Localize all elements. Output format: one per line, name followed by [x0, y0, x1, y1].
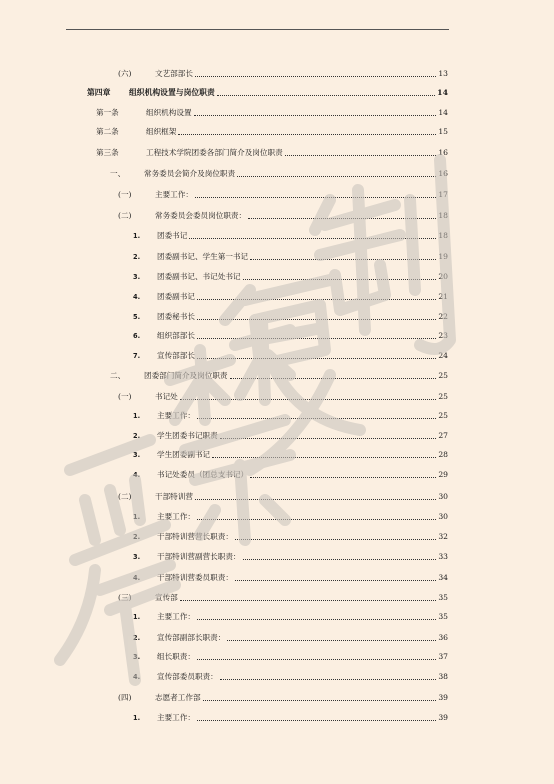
toc-entry[interactable] [133, 448, 448, 460]
toc-entry[interactable] [133, 229, 448, 241]
toc-entry-page-number: 14 [438, 108, 448, 117]
toc-entry[interactable] [133, 429, 448, 441]
toc-entry-page-number: 34 [438, 573, 448, 582]
toc-entry-number: 7. [133, 352, 141, 360]
toc-entry-number: 二、 [110, 371, 126, 380]
toc-leader-dots [197, 619, 436, 620]
toc-entry-number: 第三条 [96, 148, 119, 157]
toc-entry-page-number: 37 [438, 652, 448, 661]
toc-entry[interactable] [118, 691, 448, 703]
toc-entry-page-number: 14 [437, 88, 448, 97]
toc-leader-dots [217, 95, 435, 96]
toc-entry[interactable] [110, 369, 448, 381]
toc-entry-page-number: 25 [438, 371, 448, 380]
toc-entry-number: 1. [133, 714, 141, 722]
toc-entry-page-number: 18 [438, 211, 448, 220]
toc-entry-title: 学生团委书记职责 [157, 431, 218, 440]
toc-entry-number: 第二条 [96, 127, 119, 136]
toc-entry-page-number: 39 [438, 713, 448, 722]
toc-entry-page-number: 22 [438, 312, 448, 321]
toc-entry-number: 5. [133, 313, 141, 321]
toc-entry-page-number: 15 [438, 127, 448, 136]
toc-entry-title: 组织机构设置与岗位职责 [129, 88, 215, 97]
toc-entry[interactable] [118, 209, 448, 221]
toc-entry-page-number: 36 [438, 633, 448, 642]
toc-entry-number: 3. [133, 653, 141, 661]
toc-entry-page-number: 16 [438, 148, 448, 157]
toc-entry[interactable] [110, 167, 448, 179]
toc-leader-dots [197, 659, 436, 660]
toc-entry[interactable] [118, 490, 448, 502]
toc-entry-title: 组织机构设置 [146, 108, 192, 117]
toc-entry-title: 组长职责： [157, 652, 195, 661]
toc-entry-number: 3. [133, 273, 141, 281]
toc-entry-number: 4. [133, 293, 141, 301]
toc-leader-dots [180, 600, 437, 601]
toc-entry-number: 6. [133, 332, 141, 340]
toc-entry-title: 主要工作： [155, 190, 193, 199]
toc-entry-title: 学生团委副书记 [157, 450, 211, 459]
toc-leader-dots [243, 559, 437, 560]
toc-entry-number: 2. [133, 253, 141, 261]
toc-entry[interactable] [133, 510, 448, 522]
toc-entry-number: (一) [118, 190, 132, 199]
toc-leader-dots [235, 580, 436, 581]
toc-entry-number: 1. [133, 613, 141, 621]
toc-entry-title: 团委书记 [157, 231, 188, 240]
toc-entry-page-number: 17 [438, 190, 448, 199]
toc-entry[interactable] [133, 329, 448, 341]
toc-entry-title: 干部特训营 [155, 492, 193, 501]
header-rule [66, 29, 449, 30]
toc-entry-title: 主要工作： [157, 512, 195, 521]
toc-leader-dots [250, 477, 436, 478]
toc-entry-page-number: 27 [438, 431, 448, 440]
toc-entry-number: 2. [133, 533, 141, 541]
toc-entry-page-number: 13 [438, 69, 448, 78]
toc-entry-page-number: 28 [438, 450, 448, 459]
toc-entry-number: 1. [133, 412, 141, 420]
toc-entry-page-number: 30 [438, 512, 448, 521]
toc-entry[interactable] [133, 571, 448, 583]
toc-entry[interactable] [133, 530, 448, 542]
toc-leader-dots [237, 176, 436, 177]
toc-leader-dots [178, 134, 436, 135]
toc-entry-title: 宣传部副部长职责： [157, 633, 226, 642]
toc-entry-number: 第四章 [87, 88, 111, 97]
toc-entry-title: 志愿者工作部 [155, 693, 201, 702]
toc-leader-dots [230, 378, 437, 379]
toc-entry-number: 4. [133, 471, 141, 479]
toc-entry-title: 宣传部部长 [157, 351, 195, 360]
toc-entry-title: 组织部部长 [157, 331, 195, 340]
toc-entry-page-number: 24 [438, 351, 448, 360]
toc-entry-number: 4. [133, 574, 141, 582]
toc-entry-page-number: 29 [438, 470, 448, 479]
toc-entry-page-number: 32 [438, 532, 448, 541]
toc-entry-page-number: 35 [438, 612, 448, 621]
toc-entry-number: (一) [118, 392, 132, 401]
toc-entry-number: 1. [133, 232, 141, 240]
toc-entry-number: 3. [133, 553, 141, 561]
toc-entry-title: 工程技术学院团委各部门简介及岗位职责 [146, 148, 283, 157]
toc-leader-dots [195, 499, 436, 500]
toc-entry-title: 组织框架 [146, 127, 177, 136]
toc-entry-page-number: 23 [438, 331, 448, 340]
toc-entry-number: 一、 [110, 169, 126, 178]
toc-leader-dots [197, 720, 436, 721]
toc-entry-page-number: 38 [438, 672, 448, 681]
toc-entry-number: 2. [133, 432, 141, 440]
toc-leader-dots [180, 399, 437, 400]
toc-leader-dots [212, 457, 436, 458]
toc-entry-title: 干部特训营营长职责： [157, 532, 233, 541]
toc-entry-page-number: 19 [438, 252, 448, 261]
toc-entry[interactable] [96, 106, 448, 118]
toc-leader-dots [250, 259, 436, 260]
toc-entry-title: 主要工作： [157, 612, 195, 621]
toc-entry-number: 1. [133, 513, 141, 521]
toc-entry-number: (六) [118, 69, 132, 78]
toc-entry-title: 主要工作： [157, 713, 195, 722]
toc-leader-dots [197, 358, 436, 359]
toc-entry-title: 团委副书记 [157, 292, 195, 301]
toc-entry[interactable] [133, 610, 448, 622]
toc-leader-dots [285, 155, 437, 156]
toc-entry[interactable] [118, 67, 448, 79]
toc-entry[interactable] [133, 550, 448, 562]
toc-entry-title: 书记处 [155, 392, 178, 401]
toc-entry[interactable] [133, 409, 448, 421]
toc-entry-number: (四) [118, 693, 132, 702]
toc-entry-page-number: 39 [438, 693, 448, 702]
toc-entry-page-number: 25 [438, 392, 448, 401]
toc-entry-page-number: 30 [438, 492, 448, 501]
toc-entry[interactable] [118, 591, 448, 603]
toc-entry-number: 2. [133, 634, 141, 642]
toc-entry-title: 常务委员会简介及岗位职责 [144, 169, 236, 178]
toc-entry-number: (二) [118, 492, 132, 501]
toc-leader-dots [197, 519, 436, 520]
toc-entry-page-number: 25 [438, 411, 448, 420]
toc-entry[interactable] [133, 290, 448, 302]
toc-entry[interactable] [87, 86, 448, 98]
toc-entry-title: 宣传部委员职责： [157, 672, 218, 681]
toc-leader-dots [194, 115, 437, 116]
toc-entry[interactable] [118, 390, 448, 402]
toc-entry-title: 常务委员会委员岗位职责： [155, 211, 247, 220]
toc-entry[interactable] [133, 670, 448, 682]
toc-leader-dots [227, 640, 436, 641]
toc-leader-dots [195, 76, 436, 77]
toc-leader-dots [220, 438, 437, 439]
toc-entry[interactable] [133, 650, 448, 662]
toc-entry-title: 书记处委员（团总支书记） [157, 470, 249, 479]
toc-entry[interactable] [133, 631, 448, 643]
toc-entry[interactable] [133, 250, 448, 262]
toc-entry-page-number: 21 [438, 292, 448, 301]
toc-entry[interactable] [133, 270, 448, 282]
toc-leader-dots [197, 418, 436, 419]
toc-leader-dots [203, 700, 437, 701]
toc-entry-title: 主要工作： [157, 411, 195, 420]
toc-entry-title: 团委副书记、书记处书记 [157, 272, 241, 281]
toc-leader-dots [197, 299, 436, 300]
toc-entry[interactable] [133, 711, 448, 723]
toc-leader-dots [189, 238, 436, 239]
toc-entry-title: 宣传部 [155, 593, 178, 602]
toc-leader-dots [197, 319, 436, 320]
toc-leader-dots [235, 539, 436, 540]
toc-entry[interactable] [118, 188, 448, 200]
toc-leader-dots [243, 279, 437, 280]
toc-leader-dots [197, 338, 436, 339]
toc-leader-dots [248, 218, 436, 219]
toc-entry-number: 第一条 [96, 108, 119, 117]
toc-entry-page-number: 33 [438, 552, 448, 561]
toc-entry[interactable] [133, 310, 448, 322]
toc-entry-number: (二) [118, 211, 132, 220]
toc-entry-page-number: 18 [438, 231, 448, 240]
toc-entry-title: 干部特训营委员职责： [157, 573, 233, 582]
toc-entry[interactable] [96, 146, 448, 158]
toc-entry-title: 干部特训营副营长职责： [157, 552, 241, 561]
toc-entry-page-number: 20 [438, 272, 448, 281]
toc-entry-number: (三) [118, 593, 132, 602]
toc-leader-dots [195, 197, 436, 198]
toc-leader-dots [220, 679, 437, 680]
toc-entry-page-number: 35 [438, 593, 448, 602]
toc-entry-page-number: 16 [438, 169, 448, 178]
toc-entry-number: 3. [133, 451, 141, 459]
toc-entry-title: 团委副书记、学生第一书记 [157, 252, 249, 261]
toc-entry-title: 团委秘书长 [157, 312, 195, 321]
toc-entry[interactable] [133, 349, 448, 361]
toc-entry[interactable] [133, 468, 448, 480]
toc-entry[interactable] [96, 125, 448, 137]
toc-entry-number: 4. [133, 673, 141, 681]
toc-entry-title: 文艺部部长 [155, 69, 193, 78]
toc-entry-title: 团委部门简介及岗位职责 [144, 371, 228, 380]
